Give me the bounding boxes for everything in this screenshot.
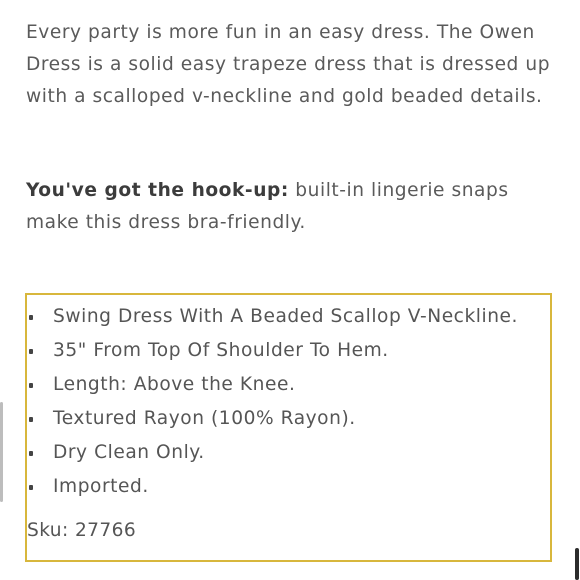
bullet-icon <box>29 451 33 456</box>
spec-text: Textured Rayon (100% Rayon). <box>53 408 356 429</box>
list-item <box>27 300 518 334</box>
product-description: Every party is more fun in an easy dress. The Owen Dress is a solid easy trapeze dress that is dressed up with a scalloped v-neckline and gold beaded details. <box>26 22 551 107</box>
bullet-icon <box>29 383 33 388</box>
left-scrollbar[interactable] <box>0 402 3 502</box>
specs-list <box>27 300 518 504</box>
spec-text: 35" From Top Of Shoulder To Hem. <box>53 340 389 361</box>
list-item <box>27 368 518 402</box>
spec-text: Length: Above the Knee. <box>53 374 296 395</box>
list-item <box>27 402 518 436</box>
right-scrollbar[interactable] <box>575 548 579 580</box>
spec-text: Dry Clean Only. <box>53 442 205 463</box>
bullet-icon <box>29 315 33 320</box>
spec-text: Swing Dress With A Beaded Scallop V-Neckline. <box>53 306 518 327</box>
hookup-paragraph <box>26 175 556 239</box>
list-item <box>27 436 518 470</box>
bullet-icon <box>29 417 33 422</box>
sku-label: Sku: 27766 <box>27 520 137 541</box>
hookup-text: built-in lingerie snaps make this dress bra-friendly. <box>26 180 509 233</box>
bullet-icon <box>29 485 33 490</box>
spec-text: Imported. <box>53 476 149 497</box>
list-item <box>27 470 518 504</box>
hookup-lead: You've got the hook-up: <box>26 180 289 201</box>
bullet-icon <box>29 349 33 354</box>
list-item <box>27 334 518 368</box>
product-specs-box <box>25 293 552 562</box>
